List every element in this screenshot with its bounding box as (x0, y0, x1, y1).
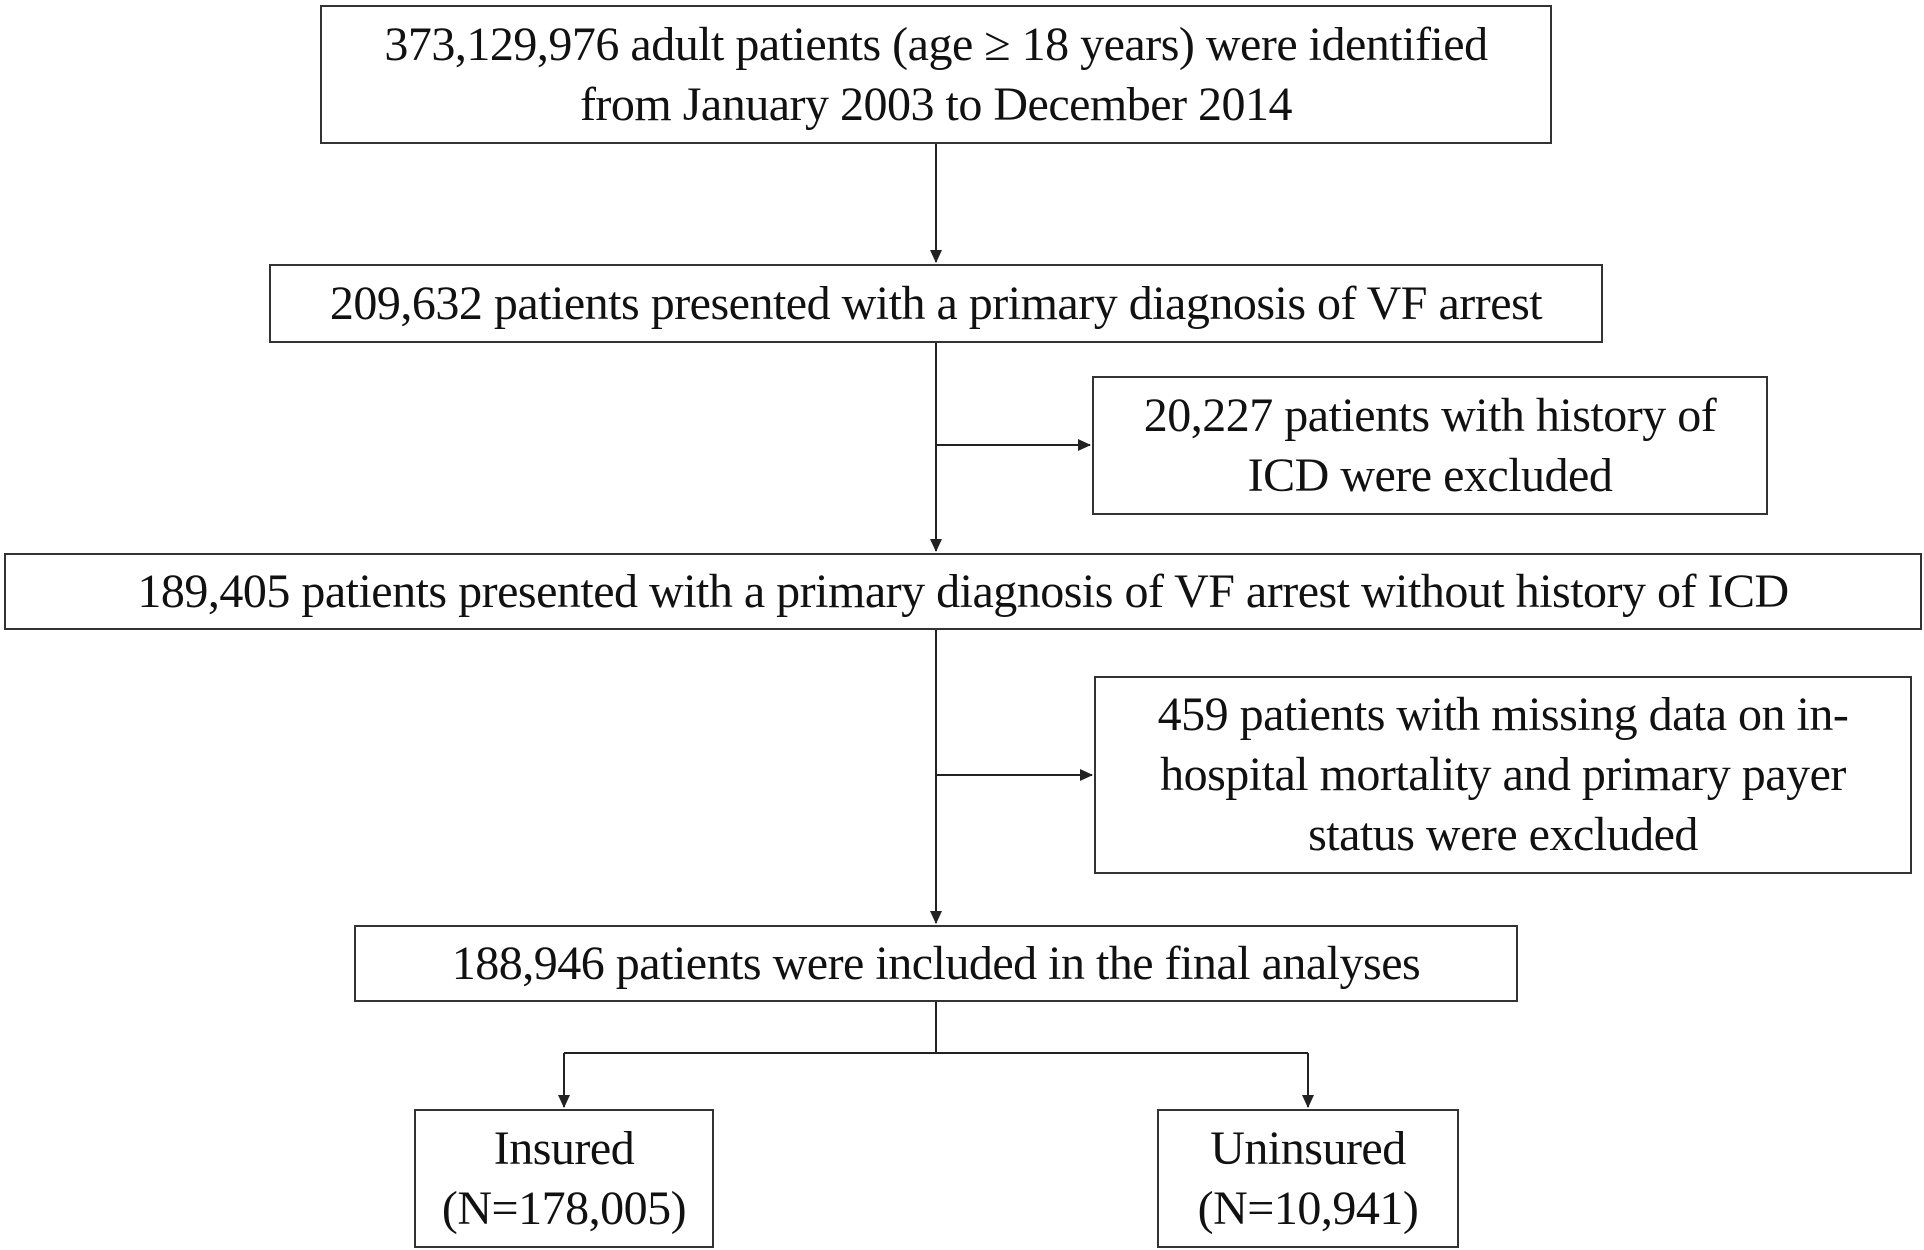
insured-box (414, 1109, 714, 1248)
uninsured-box (1157, 1109, 1459, 1248)
vf-arrest-line-1: 209,632 patients presented with a primary diagnosis of VF arrest (329, 276, 1543, 330)
excluded-icd-box (1092, 376, 1768, 515)
insured-label: Insured (493, 1121, 635, 1175)
identified-line-2: from January 2003 to December 2014 (579, 77, 1293, 131)
excluded-icd-line-2: ICD were excluded (1247, 448, 1613, 502)
final-line-1: 188,946 patients were included in the final analyses (451, 936, 1421, 990)
excluded-icd-line-1: 20,227 patients with history of (1143, 388, 1717, 442)
vf-arrest-box (269, 264, 1603, 343)
excluded-missing-line-1: 459 patients with missing data on in- (1157, 688, 1849, 741)
excluded-missing-box (1094, 676, 1912, 874)
vf-no-icd-line-1: 189,405 patients presented with a primary diagnosis of VF arrest without history of ICD (137, 564, 1789, 618)
vf-no-icd-box (4, 553, 1922, 630)
insured-count: (N=178,005) (441, 1181, 687, 1235)
uninsured-count: (N=10,941) (1197, 1181, 1419, 1235)
final-analyses-box (354, 925, 1518, 1002)
uninsured-label: Uninsured (1210, 1121, 1406, 1175)
excluded-missing-line-2: hospital mortality and primary payer (1160, 748, 1846, 801)
identified-patients-box (320, 5, 1552, 144)
excluded-missing-line-3: status were excluded (1308, 808, 1698, 861)
identified-line-1: 373,129,976 adult patients (age ≥ 18 years) were identified (384, 17, 1488, 71)
